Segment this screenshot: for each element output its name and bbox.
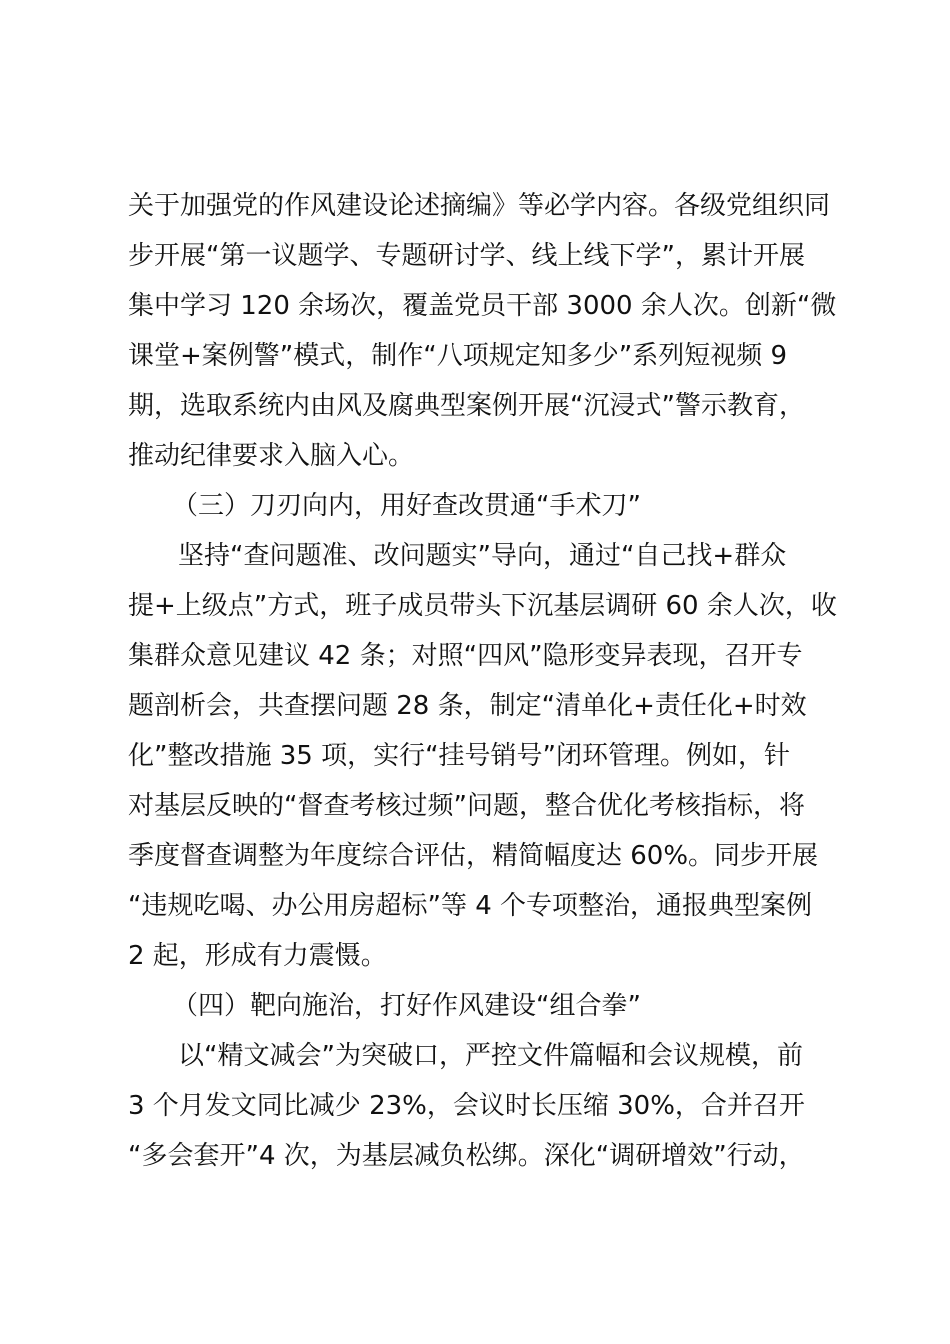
text-line: 坚持“查问题准、改问题实”导向，通过“自己找+群众: [178, 541, 787, 571]
text-line: 推动纪律要求入脑入心。: [128, 441, 415, 471]
text-line: 期，选取系统内由风及腐典型案例开展“沉浸式”警示教育，: [128, 391, 805, 421]
text-line: 2 起，形成有力震慑。: [128, 941, 387, 971]
text-line: 步开展“第一议题学、专题研讨学、线上线下学”，累计开展: [128, 241, 805, 271]
text-line: 化”整改措施 35 项，实行“挂号销号”闭环管理。例如，针: [128, 741, 791, 771]
text-line: 课堂+案例警”模式，制作“八项规定知多少”系列短视频 9: [128, 341, 788, 371]
text-line: 提+上级点”方式，班子成员带头下沉基层调研 60 余人次，收: [128, 591, 837, 621]
text-line: 题剖析会，共查摆问题 28 条，制定“清单化+责任化+时效: [128, 691, 807, 721]
text-line: 关于加强党的作风建设论述摘编》等必学内容。各级党组织同: [128, 191, 831, 221]
text-line: 集群众意见建议 42 条；对照“四风”隐形变异表现，召开专: [128, 641, 803, 671]
text-line: 季度督查调整为年度综合评估，精简幅度达 60%。同步开展: [128, 841, 819, 871]
section-heading: （四）靶向施治，打好作风建设“组合拳”: [172, 991, 641, 1021]
text-line: 3 个月发文同比减少 23%，会议时长压缩 30%，合并召开: [128, 1091, 805, 1121]
text-line: “多会套开”4 次，为基层减负松绑。深化“调研增效”行动，: [128, 1141, 805, 1171]
section-heading: （三）刀刃向内，用好查改贯通“手术刀”: [172, 491, 641, 521]
text-line: 对基层反映的“督查考核过频”问题，整合优化考核指标，将: [128, 791, 805, 821]
text-line: 集中学习 120 余场次，覆盖党员干部 3000 余人次。创新“微: [128, 291, 837, 321]
text-line: “违规吃喝、办公用房超标”等 4 个专项整治，通报典型案例: [128, 891, 813, 921]
text-line: 以“精文减会”为突破口，严控文件篇幅和会议规模，前: [178, 1041, 803, 1071]
